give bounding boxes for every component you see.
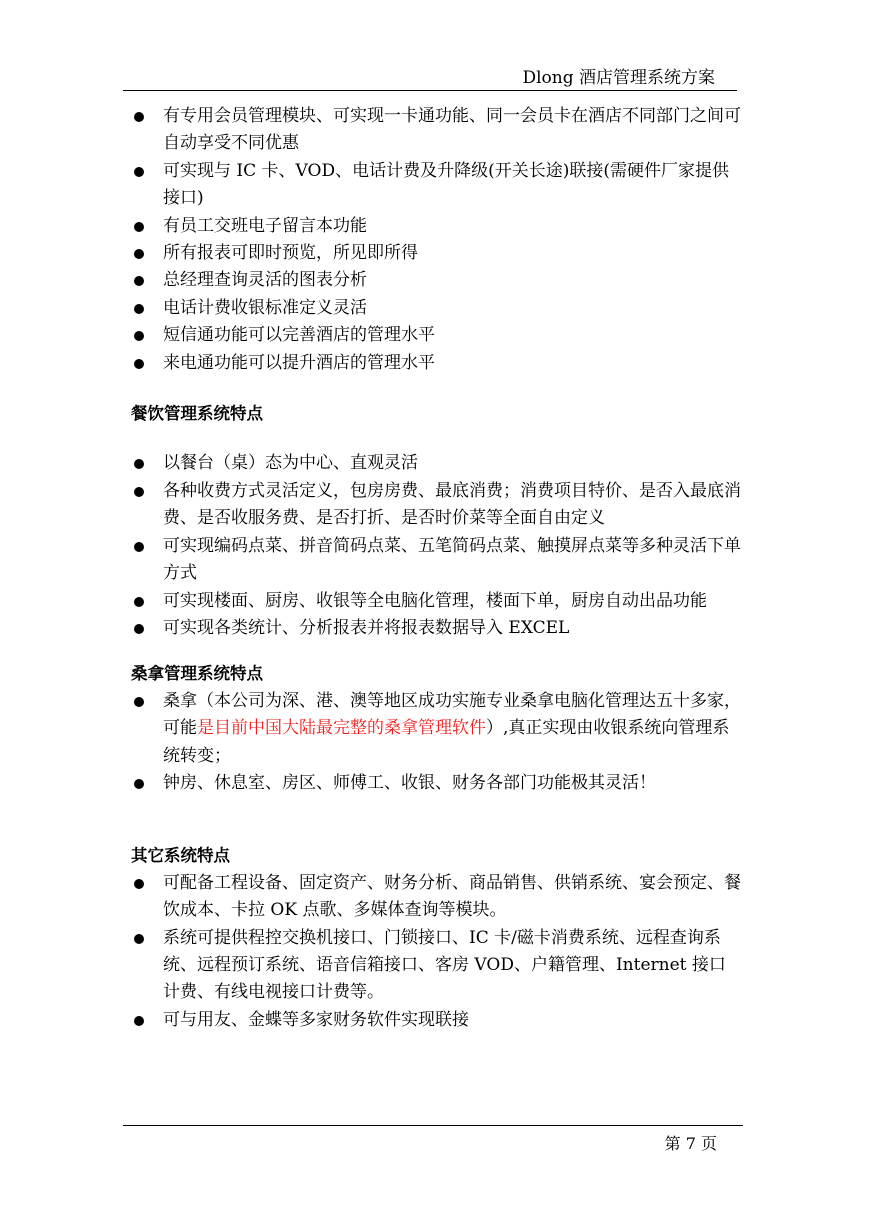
bullet-icon [134,879,144,889]
list-item: 电话计费收银标准定义灵活 [131,295,741,322]
bullet-icon [134,779,144,789]
bullet-icon [134,276,144,286]
bullet-icon [134,597,144,607]
header-title: Dlong 酒店管理系统方案 [522,68,715,88]
bullet-icon [134,112,144,122]
section-title-sauna: 桑拿管理系统特点 [131,664,263,684]
document-body [131,103,741,1034]
list-item: 可实现楼面、厨房、收银等全电脑化管理，楼面下单，厨房自动出品功能 [131,588,741,615]
bullet-icon [134,167,144,177]
list-item: 短信通功能可以完善酒店的管理水平 [131,322,741,349]
list-item: 各种收费方式灵活定义，包房房费、最底消费；消费项目特价、是否入最底消费、是否收服务费、是否打折、是否时价菜等全面自由定义 [131,478,741,533]
list-item: 可配备工程设备、固定资产、财务分析、商品销售、供销系统、宴会预定、餐饮成本、卡拉 OK 点歌、多媒体查询等模块。 [131,870,741,925]
list-item: 来电通功能可以提升酒店的管理水平 [131,350,741,377]
bullet-icon [134,542,144,552]
bullet-icon [134,222,144,232]
bullet-icon [134,304,144,314]
bullet-icon [134,934,144,944]
sauna-feature-list [131,688,741,798]
list-item: 系统可提供程控交换机接口、门锁接口、IC 卡/磁卡消费系统、远程查询系统、远程预订系统、语音信箱接口、客房 VOD、户籍管理、Internet 接口计费、有线电视接口计费等。 [131,925,741,1007]
bullet-icon [134,624,144,634]
bullet-icon [134,487,144,497]
list-item: 可实现编码点菜、拼音简码点菜、五笔简码点菜、触摸屏点菜等多种灵活下单方式 [131,533,741,588]
page-number: 第 7 页 [664,1134,717,1153]
list-item: 可实现与 IC 卡、VOD、电话计费及升降级(开关长途)联接(需硬件厂家提供接口) [131,158,741,213]
section-title-other: 其它系统特点 [131,846,230,866]
list-item: 以餐台（桌）态为中心、直观灵活 [131,450,741,477]
list-item: 钟房、休息室、房区、师傅工、收银、财务各部门功能极其灵活！ [131,770,741,797]
bullet-icon [134,697,144,707]
highlight-text: 是目前中国大陆最完整的桑拿管理软件 [197,718,486,739]
bullet-icon [134,331,144,341]
catering-feature-list [131,450,741,642]
page-footer [123,1125,743,1153]
list-item: 可实现各类统计、分析报表并将报表数据导入 EXCEL [131,615,741,642]
list-item: 桑拿（本公司为深、港、澳等地区成功实施专业桑拿电脑化管理达五十多家，可能是目前中国大陆最完整的桑拿管理软件）,真正实现由收银系统向管理系统转变； [131,688,741,770]
other-feature-list [131,870,741,1034]
bullet-icon [134,459,144,469]
list-item: 可与用友、金蝶等多家财务软件实现联接 [131,1007,741,1034]
page-header [123,62,737,91]
list-item: 所有报表可即时预览，所见即所得 [131,240,741,267]
section-title-catering: 餐饮管理系统特点 [131,404,263,424]
bullet-icon [134,359,144,369]
list-item: 总经理查询灵活的图表分析 [131,267,741,294]
bullet-icon [134,249,144,259]
list-item: 有员工交班电子留言本功能 [131,213,741,240]
list-item: 有专用会员管理模块、可实现一卡通功能、同一会员卡在酒店不同部门之间可自动享受不同优惠 [131,103,741,158]
intro-feature-list [131,103,741,377]
bullet-icon [134,1016,144,1026]
